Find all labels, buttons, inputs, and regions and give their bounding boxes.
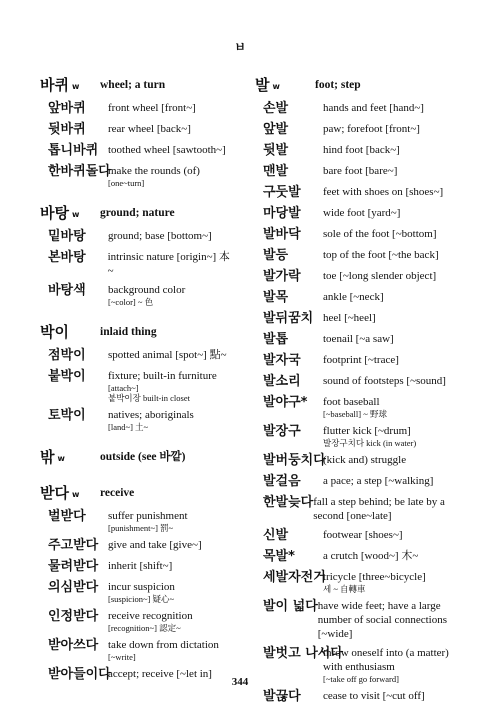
english-definition: heel [~heel] bbox=[323, 312, 376, 324]
dictionary-headword bbox=[40, 484, 235, 502]
dictionary-entry bbox=[255, 205, 465, 222]
dictionary-entry bbox=[255, 598, 465, 641]
section-spacer bbox=[40, 436, 235, 446]
english-definition: throw oneself into (a matter) with enthusiasm bbox=[323, 647, 449, 673]
dictionary-entry bbox=[255, 226, 465, 243]
word-origin-marker: w bbox=[272, 82, 280, 91]
dictionary-entry bbox=[40, 558, 235, 575]
korean-word: 바퀴 $^w$ bbox=[40, 76, 80, 94]
dictionary-entry bbox=[255, 548, 465, 565]
korean-word: 물려받다 bbox=[48, 559, 99, 574]
english-definition: hands and feet [hand~] bbox=[323, 102, 424, 114]
english-definition: toenail [~a saw] bbox=[323, 333, 394, 345]
english-definition: wheel; a turn bbox=[100, 79, 166, 91]
english-definition: wide foot [yard~] bbox=[323, 207, 401, 219]
korean-word: 목발* bbox=[263, 549, 295, 564]
korean-word: 붙박이 bbox=[48, 369, 86, 384]
korean-word: 주고받다 bbox=[48, 538, 99, 553]
korean-word: 밖 $^w$ bbox=[40, 448, 65, 466]
dictionary-entry bbox=[255, 527, 465, 544]
english-definition: toe [~long slender object] bbox=[323, 270, 437, 282]
right-column bbox=[255, 74, 465, 709]
etymology-note: [attach~] 붙박이장 built-in closet bbox=[108, 383, 190, 403]
english-definition: footwear [shoes~] bbox=[323, 529, 403, 541]
english-definition: incur suspicion bbox=[108, 581, 175, 593]
dictionary-entry bbox=[40, 100, 235, 117]
dictionary-entry bbox=[40, 121, 235, 138]
dictionary-entry bbox=[255, 289, 465, 306]
english-definition: rear wheel [back~] bbox=[108, 123, 191, 135]
word-origin-marker: w bbox=[71, 490, 80, 499]
english-definition: spotted animal [spot~] 點~ bbox=[108, 349, 227, 361]
dictionary-entry bbox=[255, 310, 465, 327]
korean-word: 신발 bbox=[263, 528, 289, 543]
english-definition: front wheel [front~] bbox=[108, 102, 196, 114]
dictionary-entry bbox=[255, 268, 465, 285]
english-definition: accept; receive [~let in] bbox=[108, 668, 212, 680]
english-definition: top of the foot [~the back] bbox=[323, 249, 439, 261]
english-definition: feet with shoes on [shoes~] bbox=[323, 186, 444, 198]
dictionary-entry bbox=[40, 407, 235, 432]
korean-word: 마당발 bbox=[263, 206, 301, 221]
korean-word: 밑바탕 bbox=[48, 229, 86, 244]
korean-word: 발이 넓다 bbox=[263, 599, 318, 614]
etymology-note: 세 ~ 自轉車 bbox=[323, 584, 366, 594]
dictionary-entry bbox=[255, 394, 465, 419]
dictionary-entry bbox=[40, 163, 235, 188]
dictionary-entry bbox=[255, 423, 465, 448]
english-definition: ground; base [bottom~] bbox=[108, 230, 212, 242]
korean-word: 한바퀴돌다 bbox=[48, 164, 111, 179]
english-definition: outside (see 바깥) bbox=[100, 451, 186, 463]
etymology-note: 발장구치다 kick (in water) bbox=[323, 438, 417, 448]
korean-word: 구둣발 bbox=[263, 185, 301, 200]
english-definition: cease to visit [~cut off] bbox=[323, 690, 425, 702]
dictionary-entry bbox=[40, 608, 235, 633]
korean-word: 발등 bbox=[263, 248, 289, 263]
dictionary-entry bbox=[40, 347, 235, 364]
dictionary-headword bbox=[40, 323, 235, 341]
korean-word: 발버둥치다 bbox=[263, 453, 326, 468]
section-spacer bbox=[40, 192, 235, 202]
korean-word: 발목 bbox=[263, 290, 289, 305]
korean-word: 의심받다 bbox=[48, 580, 99, 595]
dictionary-headword bbox=[40, 76, 235, 94]
english-definition: give and take [give~] bbox=[108, 539, 202, 551]
english-definition: fixture; built-in furniture bbox=[108, 370, 217, 382]
english-definition: ankle [~neck] bbox=[323, 291, 384, 303]
korean-word: 발걸음 bbox=[263, 474, 301, 489]
page-header-letter: ㅂ bbox=[234, 40, 246, 54]
english-definition: a pace; a step [~walking] bbox=[323, 475, 434, 487]
english-definition: intrinsic nature [origin~] 本~ bbox=[107, 251, 230, 277]
section-spacer bbox=[40, 311, 235, 321]
english-definition: toothed wheel [sawtooth~] bbox=[108, 144, 226, 156]
korean-word: 받아들이다 bbox=[48, 667, 111, 682]
dictionary-entry bbox=[255, 373, 465, 390]
korean-word: 뒷발 bbox=[263, 143, 289, 158]
korean-word: 바탕 $^w$ bbox=[40, 204, 80, 222]
english-definition: (kick and) struggle bbox=[323, 454, 407, 466]
korean-word: 세발자전거 bbox=[263, 570, 326, 585]
english-definition: sole of the foot [~bottom] bbox=[323, 228, 437, 240]
korean-word: 앞발 bbox=[263, 122, 289, 137]
korean-word: 받다 $^w$ bbox=[40, 484, 80, 502]
left-column bbox=[40, 74, 235, 687]
dictionary-entry bbox=[40, 508, 235, 533]
korean-word: 뒷바퀴 bbox=[48, 122, 86, 137]
english-definition: background color bbox=[108, 284, 186, 296]
korean-word: 톱니바퀴 bbox=[48, 143, 99, 158]
dictionary-entry bbox=[255, 452, 465, 469]
korean-word: 인정받다 bbox=[48, 609, 99, 624]
english-definition: inherit [shift~] bbox=[108, 560, 173, 572]
etymology-note: [~take off go forward] bbox=[323, 674, 399, 684]
dictionary-entry bbox=[255, 688, 465, 705]
english-definition: natives; aboriginals bbox=[108, 409, 194, 421]
english-definition: flutter kick [~drum] bbox=[323, 425, 411, 437]
korean-word: 발소리 bbox=[263, 374, 301, 389]
korean-word: 박이 bbox=[40, 323, 69, 341]
korean-word: 발장구 bbox=[263, 424, 301, 439]
dictionary-entry bbox=[40, 537, 235, 554]
korean-word: 발바닥 bbox=[263, 227, 301, 242]
dictionary-entry bbox=[255, 121, 465, 138]
english-definition: take down from dictation bbox=[108, 639, 219, 651]
english-definition: foot baseball bbox=[323, 396, 380, 408]
dictionary-headword bbox=[40, 448, 235, 466]
dictionary-entry bbox=[255, 473, 465, 490]
korean-word: 발뒤꿈치 bbox=[263, 311, 314, 326]
dictionary-entry bbox=[255, 142, 465, 159]
korean-word: 바탕색 bbox=[48, 283, 86, 298]
english-definition: hind foot [back~] bbox=[323, 144, 400, 156]
korean-word: 발끊다 bbox=[263, 689, 301, 704]
korean-word: 한발늦다 bbox=[263, 495, 314, 510]
english-definition: receive recognition bbox=[108, 610, 193, 622]
korean-word: 손발 bbox=[263, 101, 289, 116]
english-definition: suffer punishment bbox=[108, 510, 188, 522]
english-definition: inlaid thing bbox=[100, 326, 157, 338]
dictionary-entry bbox=[40, 579, 235, 604]
korean-word: 발가락 bbox=[263, 269, 301, 284]
etymology-note: [~baseball] ~ 野球 bbox=[323, 409, 387, 419]
word-origin-marker: w bbox=[71, 210, 80, 219]
korean-word: 발벗고 나서다 bbox=[263, 646, 343, 661]
english-definition: ground; nature bbox=[100, 207, 175, 219]
section-spacer bbox=[40, 472, 235, 482]
dictionary-entry bbox=[40, 637, 235, 662]
dictionary-entry bbox=[40, 142, 235, 159]
english-definition: receive bbox=[100, 487, 135, 499]
english-definition: foot; step bbox=[315, 79, 361, 91]
dictionary-entry bbox=[255, 163, 465, 180]
etymology-note: [~color] ~ 色 bbox=[108, 297, 154, 307]
dictionary-entry bbox=[255, 100, 465, 117]
etymology-note: [land~] 土~ bbox=[108, 422, 149, 432]
english-definition: fall a step behind; be late by a second [one~late] bbox=[313, 496, 445, 522]
korean-word: 발자국 bbox=[263, 353, 301, 368]
dictionary-entry bbox=[255, 184, 465, 201]
dictionary-entry bbox=[255, 331, 465, 348]
english-definition: footprint [~trace] bbox=[323, 354, 399, 366]
page-number: 344 bbox=[231, 676, 249, 688]
english-definition: make the rounds (of) bbox=[108, 165, 200, 177]
word-origin-marker: w bbox=[57, 454, 65, 463]
dictionary-entry bbox=[40, 249, 235, 278]
korean-word: 점박이 bbox=[48, 348, 86, 363]
korean-word: 본바탕 bbox=[48, 250, 86, 265]
dictionary-entry bbox=[255, 247, 465, 264]
dictionary-entry bbox=[255, 494, 465, 523]
word-origin-marker: w bbox=[71, 82, 80, 91]
korean-word: 앞바퀴 bbox=[48, 101, 86, 116]
dictionary-entry bbox=[255, 569, 465, 594]
dictionary-entry bbox=[255, 352, 465, 369]
english-definition: bare foot [bare~] bbox=[323, 165, 398, 177]
etymology-note: [suspicion~] 疑心~ bbox=[108, 594, 175, 604]
korean-word: 맨발 bbox=[263, 164, 289, 179]
korean-word: 토박이 bbox=[48, 408, 86, 423]
korean-word: 받아쓰다 bbox=[48, 638, 99, 653]
english-definition: sound of footsteps [~sound] bbox=[323, 375, 446, 387]
english-definition: have wide feet; have a large number of social connections [~wide] bbox=[317, 600, 447, 640]
dictionary-entry bbox=[40, 282, 235, 307]
etymology-note: [one~turn] bbox=[108, 178, 145, 188]
etymology-note: [punishment~] 罰~ bbox=[108, 523, 174, 533]
dictionary-headword bbox=[255, 76, 465, 94]
english-definition: a crutch [wood~] 木~ bbox=[323, 550, 419, 562]
dictionary-entry bbox=[40, 228, 235, 245]
etymology-note: [~write] bbox=[108, 652, 136, 662]
english-definition: tricycle [three~bicycle] bbox=[323, 571, 426, 583]
korean-word: 발야구* bbox=[263, 395, 308, 410]
dictionary-headword bbox=[40, 204, 235, 222]
korean-word: 발 $^w$ bbox=[255, 76, 280, 94]
english-definition: paw; forefoot [front~] bbox=[323, 123, 420, 135]
etymology-note: [recognition~] 認定~ bbox=[108, 623, 181, 633]
dictionary-entry bbox=[40, 368, 235, 403]
korean-word: 발톱 bbox=[263, 332, 289, 347]
korean-word: 벌받다 bbox=[48, 509, 86, 524]
